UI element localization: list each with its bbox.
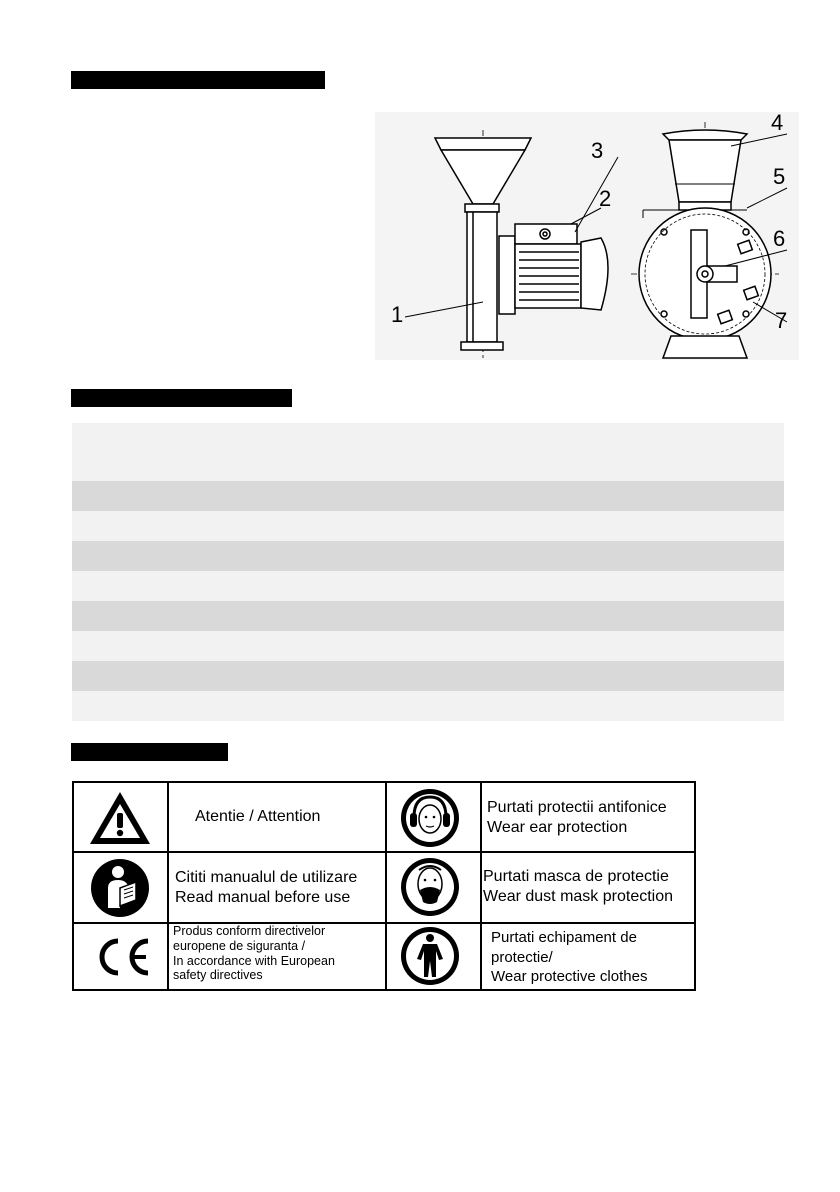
diagram-label-2: 2 bbox=[599, 186, 612, 211]
ce-line-2: europene de siguranta / bbox=[173, 938, 306, 953]
table-row bbox=[72, 481, 784, 511]
table-row bbox=[72, 631, 784, 661]
ce-line-1: Produs conform directivelor bbox=[173, 924, 326, 938]
table-row bbox=[72, 661, 784, 691]
protective-clothes-text bbox=[491, 928, 647, 987]
diagram-label-1: 1 bbox=[391, 302, 404, 327]
ear-protection-icon bbox=[399, 787, 461, 849]
pictograms-table bbox=[72, 781, 696, 991]
ce-line-4: safety directives bbox=[173, 968, 263, 983]
protective-clothes-icon bbox=[399, 925, 461, 987]
product-diagram bbox=[375, 112, 799, 360]
table-row bbox=[72, 601, 784, 631]
ear-protection-line-2: Wear ear protection bbox=[487, 818, 628, 836]
ear-protection-text bbox=[487, 798, 667, 837]
diagram-label-6: 6 bbox=[773, 226, 786, 251]
warning-triangle-icon bbox=[87, 789, 153, 847]
table-row bbox=[72, 511, 784, 541]
ce-line-3: In accordance with European bbox=[173, 953, 335, 968]
read-manual-icon bbox=[90, 858, 150, 918]
specifications-table bbox=[72, 423, 784, 721]
protective-clothes-line-1: Purtati echipament de bbox=[491, 929, 637, 946]
section-heading-specs-redacted bbox=[71, 389, 292, 407]
dust-mask-line-2: Wear dust mask protection bbox=[483, 887, 674, 905]
table-row bbox=[72, 423, 784, 481]
ce-mark-icon bbox=[88, 935, 154, 979]
table-row bbox=[72, 541, 784, 571]
protective-clothes-line-2: protectie/ bbox=[491, 948, 553, 966]
attention-label: Atentie / Attention bbox=[195, 808, 321, 825]
diagram-label-7: 7 bbox=[775, 308, 788, 333]
section-heading-components-redacted bbox=[71, 71, 325, 89]
diagram-label-5: 5 bbox=[773, 164, 786, 189]
read-manual-line-1: Cititi manualul de utilizare bbox=[175, 869, 358, 886]
dust-mask-line-1: Purtati masca de protectie bbox=[483, 868, 669, 885]
ce-text bbox=[173, 924, 335, 983]
read-manual-text bbox=[175, 868, 357, 907]
ear-protection-line-1: Purtati protectii antifonice bbox=[487, 799, 667, 816]
table-row bbox=[72, 571, 784, 601]
read-manual-line-2: Read manual before use bbox=[175, 888, 351, 906]
diagram-label-4: 4 bbox=[771, 112, 784, 135]
dust-mask-text bbox=[483, 867, 673, 906]
dust-mask-icon bbox=[399, 856, 461, 918]
section-heading-symbols-redacted bbox=[71, 743, 228, 761]
table-row bbox=[72, 691, 784, 721]
protective-clothes-line-3: Wear protective clothes bbox=[491, 968, 648, 985]
diagram-label-3: 3 bbox=[591, 138, 604, 163]
